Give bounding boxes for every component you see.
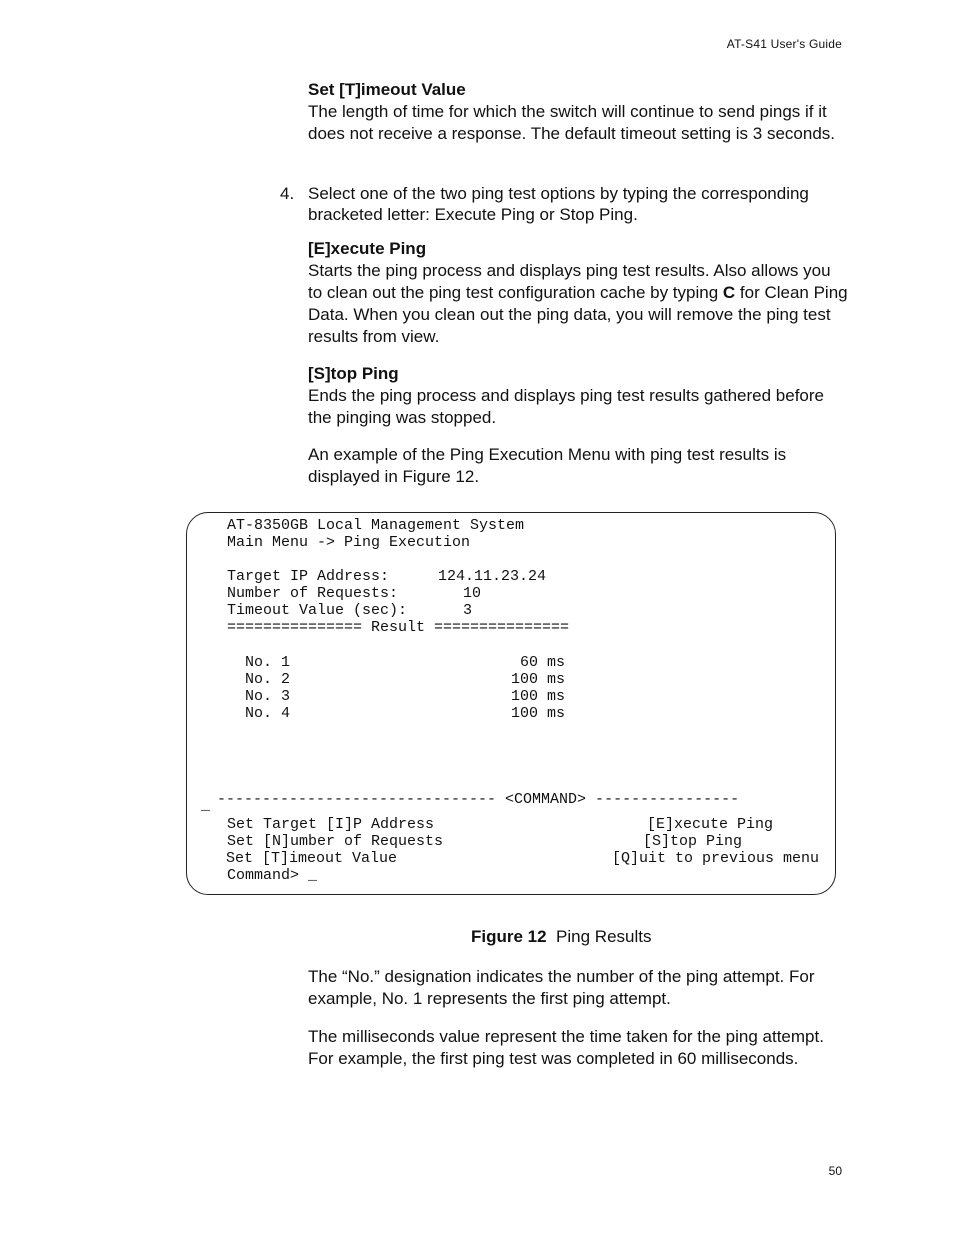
step-number: 4. [280,184,295,203]
menu-path: Main Menu -> Ping Execution [227,534,471,551]
command-execute-ping: [E]xecute Ping [646,816,773,833]
step-4 [280,183,850,225]
result-label: No. 3 [245,688,291,705]
running-header: AT-S41 User's Guide [726,37,842,51]
stop-definition [308,363,848,429]
execute-term: [E]xecute Ping [308,239,427,258]
command-prompt: Command> _ [227,867,318,884]
figure-label: Figure 12 [471,927,547,946]
no-designation-paragraph: The “No.” designation indicates the number of the ping attempt. For example, No. 1 represents the first ping attempt. [308,967,815,1008]
result-divider: =============== Result =============== [227,619,570,636]
step-text: Select one of the two ping test options by typing the corresponding bracketed letter: Execute Ping or Stop Ping. [308,184,809,224]
example-intro: An example of the Ping Execution Menu with ping test results is displayed in Figure 12. [308,445,787,486]
figure-title: Ping Results [556,927,652,946]
stop-term: [S]top Ping [308,364,399,383]
result-label: No. 1 [245,654,291,671]
execute-description [308,260,848,348]
system-title: AT-8350GB Local Management System [227,517,525,534]
command-quit: [Q]uit to previous menu [611,850,819,867]
timeout-label: Timeout Value (sec): [227,602,408,619]
requests-value: 10 [463,585,482,602]
ping-results-terminal [186,512,836,895]
execute-desc-part1: Starts the ping process and displays ping test results. Also allows you to clean out the ping test configuration cache by typing [308,261,831,302]
result-label: No. 4 [245,705,291,722]
execute-desc-part2: for Clean Ping Data. When you clean out the ping data, you will remove the ping test results from view. [308,283,848,346]
clean-key: C [722,283,736,302]
command-set-number-requests: Set [N]umber of Requests [227,833,444,850]
ms-paragraph: The milliseconds value represent the time taken for the ping attempt. For example, the first ping test was completed in 60 milliseconds. [308,1027,824,1068]
stop-description: Ends the ping process and displays ping test results gathered before the pinging was stopped. [308,386,824,427]
cursor-mark: _ [201,797,211,814]
target-ip-label: Target IP Address: [227,568,390,585]
timeout-value: 3 [463,602,473,619]
target-ip-value: 124.11.23.24 [438,568,547,585]
timeout-description: The length of time for which the switch will continue to send pings if it does not receive a response. The default timeout setting is 3 seconds. [308,102,835,143]
result-value: 100 ms [510,688,565,705]
figure-caption [471,927,651,947]
result-label: No. 2 [245,671,291,688]
command-set-timeout: Set [T]imeout Value [226,850,398,867]
result-value: 60 ms [519,654,565,671]
execute-definition [308,238,848,348]
result-value: 100 ms [510,705,565,722]
command-stop-ping: [S]top Ping [642,833,742,850]
requests-label: Number of Requests: [227,585,399,602]
command-set-target-ip: Set Target [I]P Address [227,816,435,833]
command-divider: ------------------------------- <COMMAND> ---------------- [217,791,740,808]
timeout-definition [308,79,848,145]
page-number: 50 [828,1164,842,1178]
timeout-term: Set [T]imeout Value [308,80,466,99]
result-value: 100 ms [510,671,565,688]
